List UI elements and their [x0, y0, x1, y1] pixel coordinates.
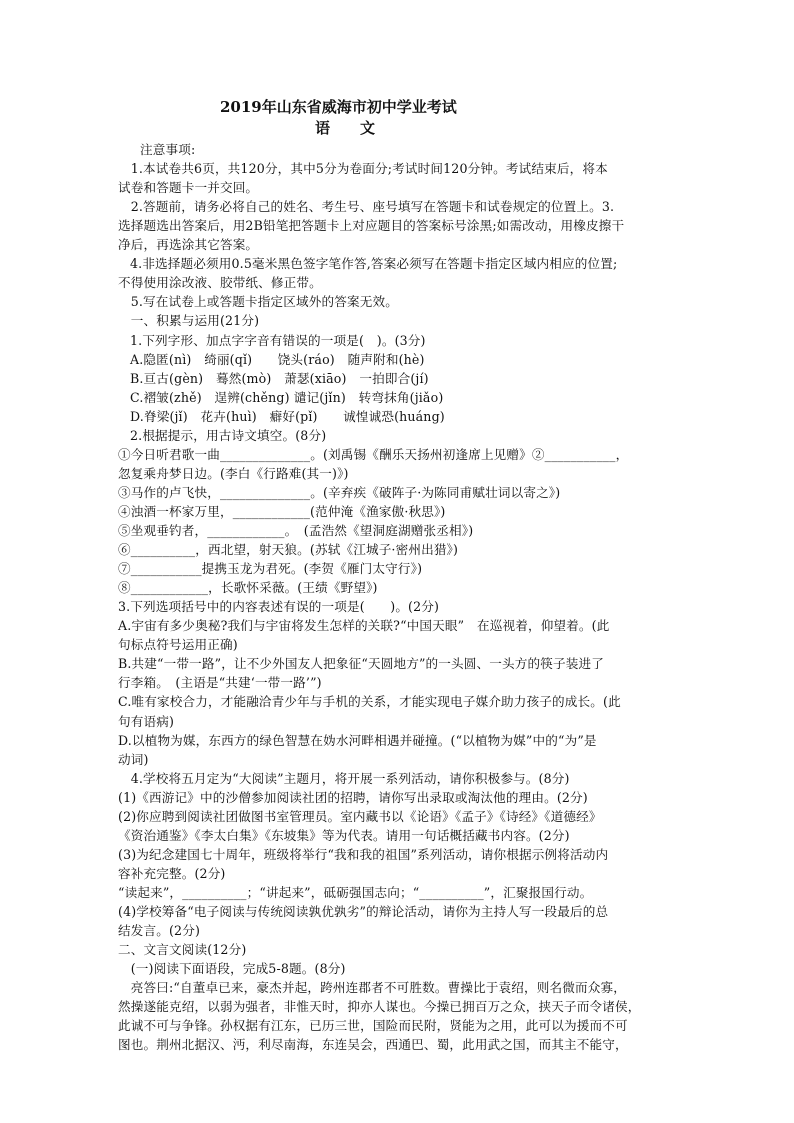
text-line: 此诚不可与争锋。孙权据有江东，已历三世，国险而民附，贤能为之用，此可以为援而不可 [118, 1018, 628, 1033]
text-line: (2)你应聘到阅读社团做图书室管理员。室内藏书以《论语》《孟子》《诗经》《道德经》 [118, 809, 602, 824]
text-line: 1.本试卷共6页，共120分，其中5分为卷面分;考试时间120分钟。考试结束后，将本 [118, 161, 608, 176]
text-line: 二、文言文阅读(12分) [118, 942, 247, 957]
text-line: 图也。荆州北据汉、沔，利尽南海，东连吴会，西通巴、蜀，此用武之国，而其主不能守， [118, 1037, 628, 1052]
text-line: 《资治通鉴》《李太白集》《东坡集》等为代表。请用一句话概括藏书内容。(2分) [118, 828, 570, 843]
text-line: 2.答题前，请务必将自己的姓名、考生号、座号填写在答题卡和试卷规定的位置上。3. [118, 199, 615, 214]
text-line: (3)为纪念建国七十周年，班级将举行“我和我的祖国”系列活动，请你根据示例将活动内 [118, 847, 609, 862]
text-line: D.以植物为媒，东西方的绿色智慧在妫水河畔相遇并碰撞。(“以植物为媒”中的“为”是 [118, 733, 597, 748]
text-line: ⑦___________提携玉龙为君死。(李贺《雁门太守行》) [118, 561, 423, 576]
text-line: B.亘古(gèn) 蓦然(mò) 萧瑟(xiāo) 一拍即合(jí) [130, 371, 429, 386]
text-line: “读起来”，__________；“讲起来”，砥砺强国志向；“__________”，汇聚报国行动。 [118, 885, 593, 900]
text-line: ⑤坐观垂钓者，____________。 (孟浩然《望洞庭湖赠张丞相》) [118, 523, 474, 538]
text-line: 不得使用涂改液、胶带纸、修正带。 [118, 275, 322, 290]
text-line: A.宇宙有多少奥秘?我们与宇宙将发生怎样的关联?“中国天眼” 在巡视着，仰望着。(此 [118, 618, 610, 633]
text-line: 然操遂能克绍，以弱为强者，非惟天时，抑亦人谋也。今操已拥百万之众，挟天子而令诸侯， [118, 999, 641, 1014]
text-line: ④浊酒一杯家万里，____________(范仲淹《渔家傲·秋思》) [118, 504, 446, 519]
text-line: C.褶皱(zhě) 逞辨(chěng) 谴记(jǐn) 转弯抹角(jiǎo) [130, 390, 444, 405]
text-line: 试卷和答题卡一并交回。 [118, 180, 259, 195]
text-line: (4)学校筹备“电子阅读与传统阅读孰优孰劣”的辩论活动，请你为主持人写一段最后的总 [118, 904, 609, 919]
text-line: 亮答曰:“自董卓已来，豪杰并起，跨州连郡者不可胜数。曹操比于袁绍，则名微而众寡， [118, 980, 626, 995]
text-line: ③马作的卢飞快，______________。(辛弃疾《破阵子·为陈同甫赋壮词以寄之》) [118, 485, 561, 500]
text-line: 2.根据提示，用古诗文填空。(8分) [130, 428, 327, 443]
text-line: ⑧____________，长歌怀采薇。(王绩《野望》) [118, 580, 378, 595]
subject-title: 语 文 [315, 119, 376, 137]
text-line: 注意事项: [140, 142, 196, 157]
text-line: 容补充完整。(2分) [118, 866, 226, 881]
text-line: ①今日听君歌一曲______________。(刘禹锡《酬乐天扬州初逢席上见赠》②___________， [118, 447, 629, 462]
text-line: B.共建“一带一路”，让不少外国友人把象征“天圆地方”的一头圆、一头方的筷子装进了 [118, 656, 604, 671]
text-line: 句有语病) [118, 714, 175, 729]
text-line: 结发言。(2分) [118, 923, 201, 938]
text-line: 句标点符号运用正确) [118, 637, 238, 652]
text-line: D.脊梁(jǐ) 花卉(huì) 癖好(pǐ) 诚惶诚恐(huáng) [130, 409, 445, 424]
text-line: 净后，再选涂其它答案。 [118, 237, 259, 252]
text-line: 4.学校将五月定为“大阅读”主题月，将开展一系列活动，请你积极参与。(8分) [118, 771, 570, 786]
text-line: (一)阅读下面语段，完成5-8题。(8分) [118, 961, 346, 976]
exam-title: 2019年山东省威海市初中学业考试 [220, 98, 457, 116]
text-line: 忽复乘舟梦日边。(李白《行路难(其一)》) [118, 466, 349, 481]
text-line: 动词) [118, 752, 149, 767]
text-line: 5.写在试卷上或答题卡指定区域外的答案无效。 [118, 294, 398, 309]
text-line: A.隐匿(nì) 绮丽(qǐ) 饶头(ráo) 随声附和(hè) [130, 352, 425, 367]
text-line: ⑥__________，西北望，射天狼。(苏轼《江城子·密州出猎》) [118, 542, 459, 557]
text-line: 3.下列选项括号中的内容表述有误的一项是( )。(2分) [118, 599, 440, 614]
text-line: 行李箱。 (主语是“共建‘一带一路’”) [118, 675, 322, 690]
text-line: 4.非选择题必须用0.5毫米黑色签字笔作答,答案必须写在答题卡指定区域内相应的位置; [130, 256, 618, 271]
text-line: 选择题选出答案后，用2B铅笔把答题卡上对应题目的答案标号涂黑;如需改动，用橡皮擦干 [118, 218, 625, 233]
text-line: 一、积累与运用(21分) [118, 313, 260, 328]
text-line: C.唯有家校合力，才能融洽青少年与手机的关系，才能实现电子媒介助力孩子的成长。(此 [118, 694, 621, 709]
text-line: (1)《西游记》中的沙僧参加阅读社团的招聘，请你写出录取或淘汰他的理由。(2分) [118, 790, 588, 805]
text-line: 1.下列字形、加点字字音有错误的一项是( )。(3分) [130, 333, 426, 348]
